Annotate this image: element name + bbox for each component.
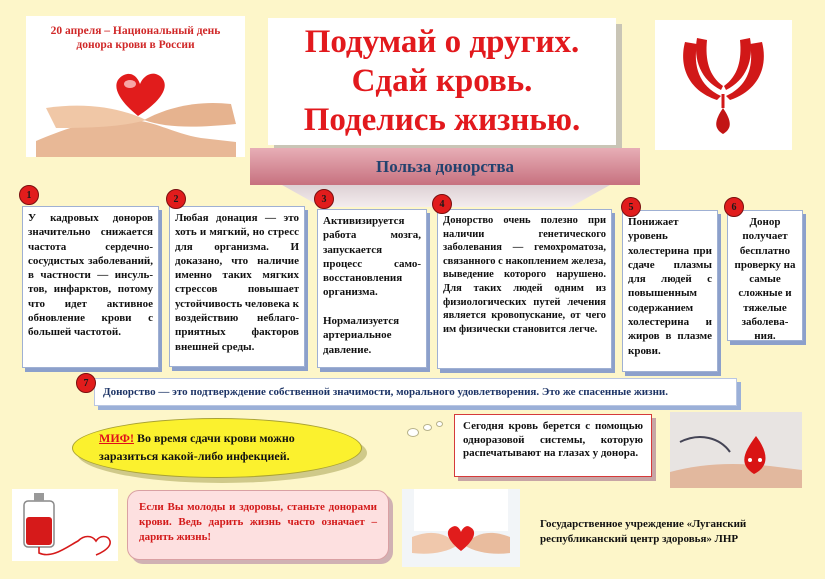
number-badge-1: 1 <box>19 185 39 205</box>
hands-blood-drop-icon <box>655 20 792 150</box>
arm-blood-drop-icon <box>670 412 802 488</box>
headline-line-2: Сдай кровь. <box>351 63 533 99</box>
call-to-action-card: Если Вы молоды и здоровы, станьте донорами крови. Ведь дарить жизнь часто означает – дарить жизнь! <box>127 490 389 560</box>
disposable-system-card: Сегодня кровь берется с помощью одноразовой системы, которую распечатывают на глазах у донора. <box>454 414 652 477</box>
benefit-text-3: Активизируется работа мозга, запускается процесс само-восстановления организма. Нормализуется артериальное давление. <box>323 215 421 356</box>
benefit-card-2 <box>169 206 305 367</box>
number-badge-5: 5 <box>621 197 641 217</box>
headline-line-1: Подумай о других. <box>304 24 580 60</box>
headline-panel <box>268 18 616 145</box>
blood-draw-photo <box>670 412 802 488</box>
benefits-banner <box>250 148 640 185</box>
doctor-heart-photo <box>402 489 520 567</box>
myth-label: МИФ! <box>99 431 134 445</box>
benefit-text-1: У кадровых доноров значительно снижается частота сердечно-сосудистых заболеваний, в частности — инсуль-тов, инфарктов, потому что идет активное обновление крови с большей частотой. <box>28 212 153 339</box>
number-badge-6: 6 <box>724 197 744 217</box>
thought-dot-3 <box>436 421 443 427</box>
statement-text: Донорство — это подтверждение собственной значимости, морального удовлетворения. Это же спасенные жизни. <box>103 386 668 398</box>
thought-dot-1 <box>407 428 419 437</box>
benefit-text-5: Понижает уровень холестерина при сдаче плазмы для людей с повышенным содержанием холестерина и жиров в плазме крови. <box>628 216 712 357</box>
benefit-card-6 <box>727 210 803 341</box>
number-badge-3: 3 <box>314 189 334 209</box>
myth-bubble <box>72 418 362 478</box>
benefit-card-1 <box>22 206 159 368</box>
hands-holding-heart-icon <box>26 16 245 157</box>
benefit-card-4 <box>437 209 612 369</box>
benefit-card-3 <box>317 209 427 368</box>
benefit-card-5 <box>622 210 718 372</box>
headline-line-3: Поделись жизнью. <box>303 102 581 138</box>
hands-heart-photo <box>26 16 245 157</box>
benefit-text-4: Донорство очень полезно при наличии генетического заболевания — гемохроматоза, связанного с накоплением железа, выведение которого нарушено. Для таких людей одним из физиологических путей лечения является кровопускание, от чего им физически становится легче. <box>443 215 606 335</box>
number-badge-7: 7 <box>76 373 96 393</box>
number-badge-4: 4 <box>432 194 452 214</box>
myth-text <box>99 429 344 465</box>
national-donor-day-caption: 20 апреля – Национальный день донора крови в России <box>50 25 221 51</box>
myth-body: Во время сдачи крови можно заразиться какой-либо инфекцией. <box>99 431 295 463</box>
organization-footer: Государственное учреждение «Луганский республиканский центр здоровья» ЛНР <box>540 518 747 545</box>
blood-bag-icon <box>12 489 118 561</box>
statement-panel <box>94 378 737 406</box>
benefit-text-6: Донор получает бесплатно проверку на самые сложные и тяжелые заболева-ния. <box>734 216 796 343</box>
number-badge-2: 2 <box>166 189 186 209</box>
blood-bag-graphic <box>12 489 118 561</box>
benefit-text-2: Любая донация — это хоть и мягкий, но стресс для организма. И доказано, что наличие именно таких мягких стрессов повышает устойчивость человека к воздействию неблаго-приятных факторов внешней среды. <box>175 212 299 353</box>
banner-title: Польза донорства <box>375 157 515 176</box>
donor-logo <box>655 20 792 150</box>
hands-heart-icon <box>402 489 520 567</box>
thought-dot-2 <box>423 424 432 431</box>
